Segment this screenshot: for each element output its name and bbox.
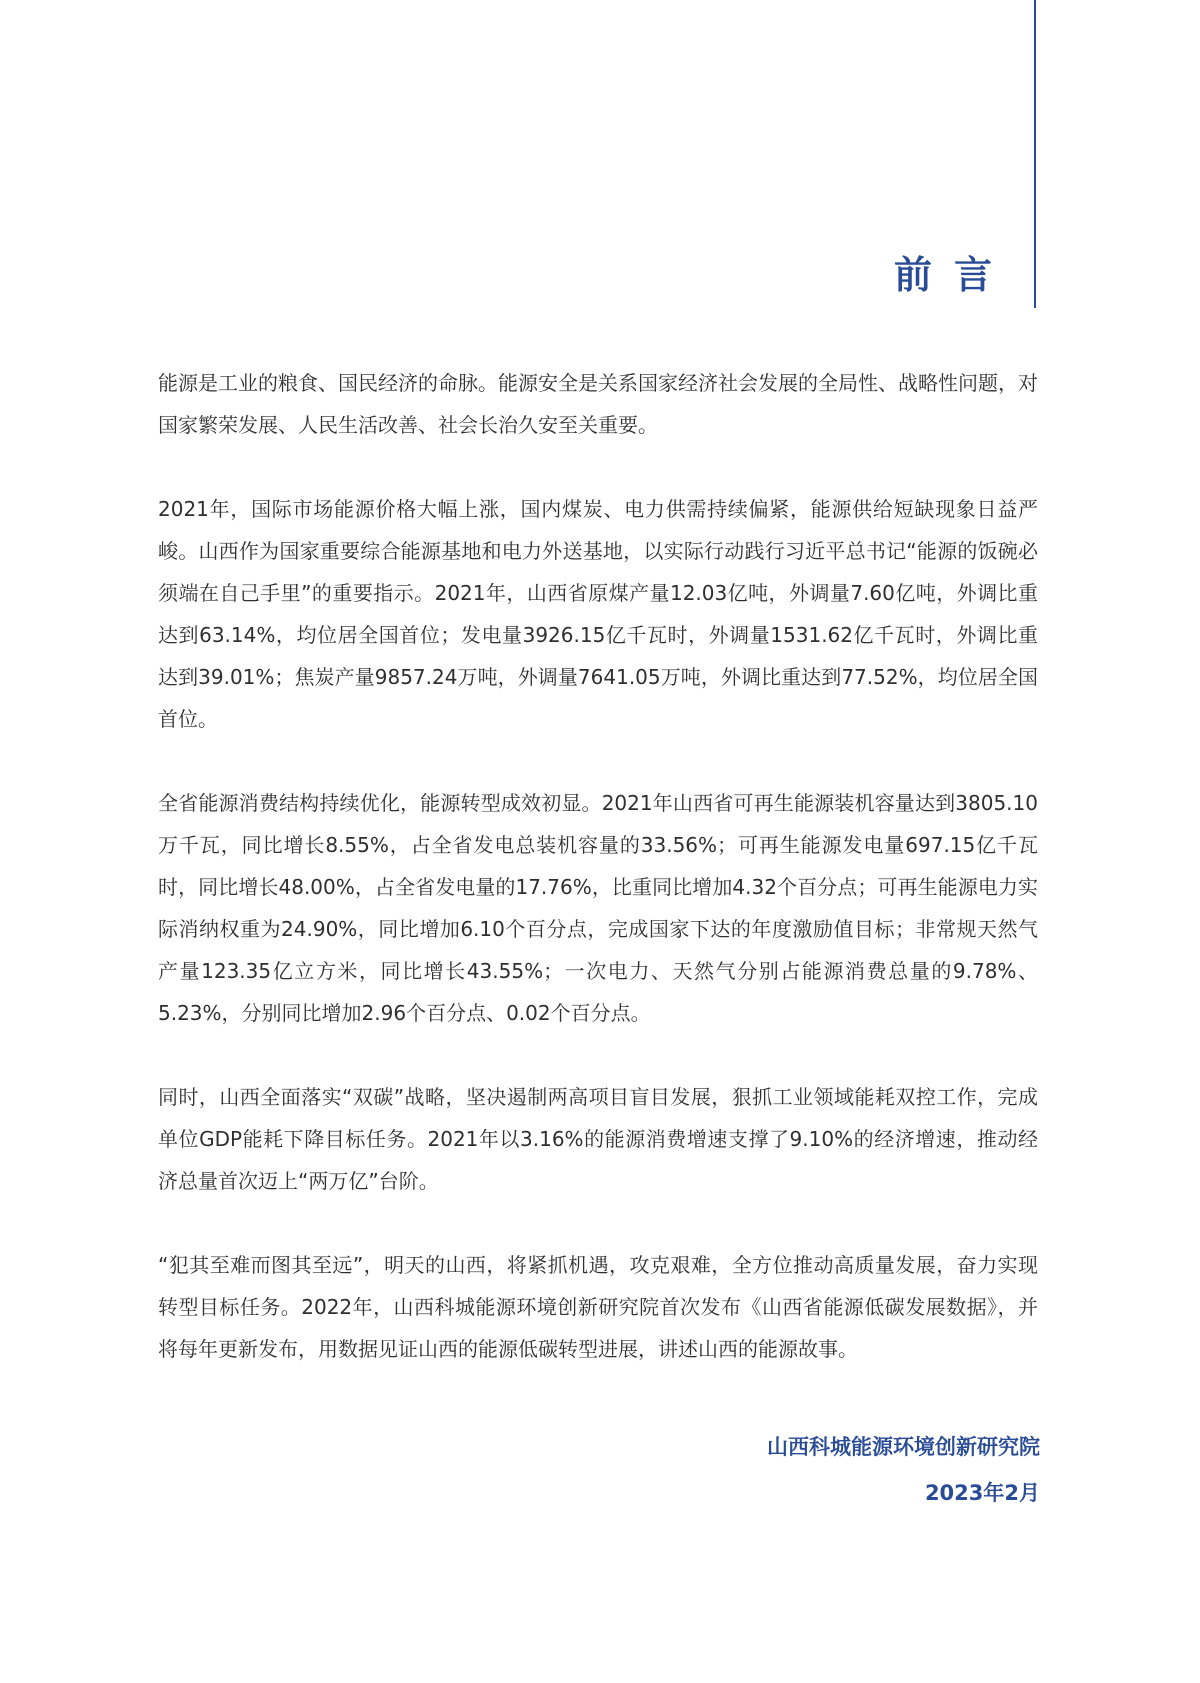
paragraph-2: 2021年，国际市场能源价格大幅上涨，国内煤炭、电力供需持续偏紧，能源供给短缺现象日益严峻。山西作为国家重要综合能源基地和电力外送基地，以实际行动践行习近平总书记“能源的饭碗必须端在自己手里”的重要指示。2021年，山西省原煤产量12.03亿吨，外调量7.60亿吨，外调比重达到63.14%，均位居全国首位；发电量3926.15亿千瓦时，外调量1531.62亿千瓦时，外调比重达到39.01%；焦炭产量9857.24万吨，外调量7641.05万吨，外调比重达到77.52%，均位居全国首位。 bbox=[158, 497, 1038, 731]
preface-body bbox=[158, 362, 1038, 1412]
page-title: 前言 bbox=[893, 252, 1014, 297]
signature-block bbox=[767, 1424, 1040, 1516]
signature-organization: 山西科城能源环境创新研究院 bbox=[767, 1435, 1040, 1459]
paragraph-3: 全省能源消费结构持续优化，能源转型成效初显。2021年山西省可再生能源装机容量达到3805.10万千瓦，同比增长8.55%，占全省发电总装机容量的33.56%；可再生能源发电量697.15亿千瓦时，同比增长48.00%，占全省发电量的17.76%，比重同比增加4.32个百分点；可再生能源电力实际消纳权重为24.90%，同比增加6.10个百分点，完成国家下达的年度激励值目标；非常规天然气产量123.35亿立方米，同比增长43.55%；一次电力、天然气分别占能源消费总量的9.78%、5.23%，分别同比增加2.96个百分点、0.02个百分点。 bbox=[158, 791, 1038, 1025]
paragraph-4: 同时，山西全面落实“双碳”战略，坚决遏制两高项目盲目发展，狠抓工业领域能耗双控工作，完成单位GDP能耗下降目标任务。2021年以3.16%的能源消费增速支撑了9.10%的经济增速，推动经济总量首次迈上“两万亿”台阶。 bbox=[158, 1085, 1038, 1193]
paragraph-1: 能源是工业的粮食、国民经济的命脉。能源安全是关系国家经济社会发展的全局性、战略性问题，对国家繁荣发展、人民生活改善、社会长治久安至关重要。 bbox=[158, 371, 1038, 437]
paragraph-5: “犯其至难而图其至远”，明天的山西，将紧抓机遇，攻克艰难，全方位推动高质量发展，奋力实现转型目标任务。2022年，山西科城能源环境创新研究院首次发布《山西省能源低碳发展数据》，并将每年更新发布，用数据见证山西的能源低碳转型进展，讲述山西的能源故事。 bbox=[158, 1253, 1038, 1361]
accent-vertical-rule bbox=[1034, 0, 1036, 308]
signature-date: 2023年2月 bbox=[924, 1481, 1040, 1505]
